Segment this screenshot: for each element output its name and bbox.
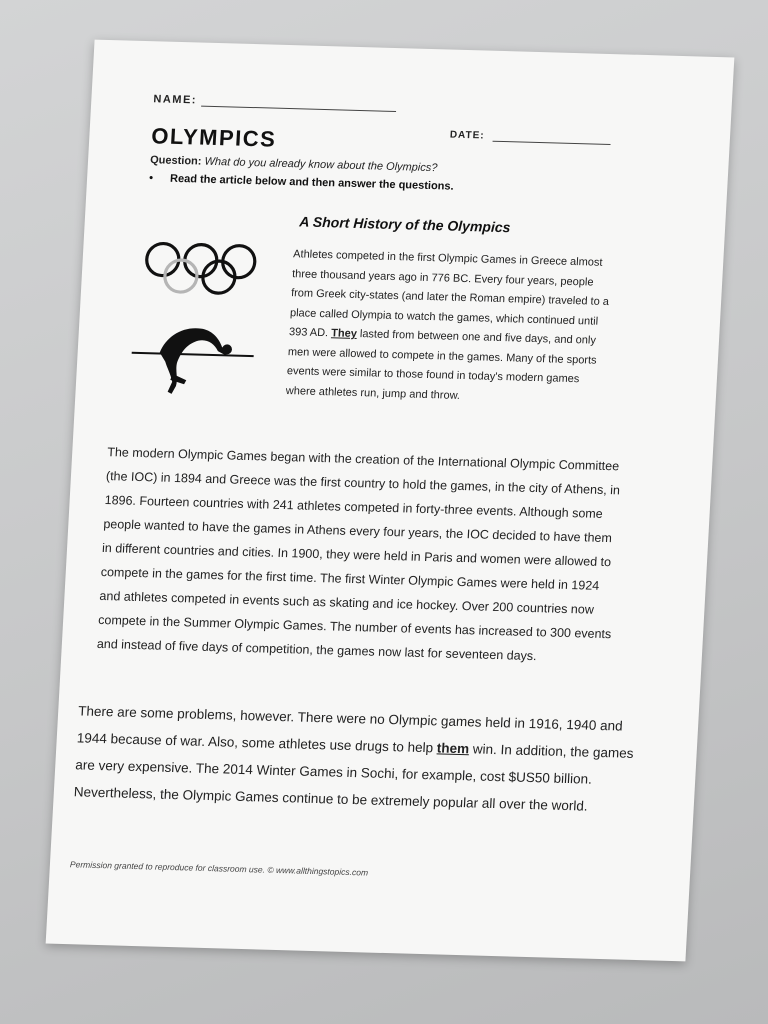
footer-credit: Permission granted to reproduce for classroom use. © www.allthingstopics.com — [69, 859, 369, 878]
paragraph-3-text: There are some problems, however. There were no Olympic games held in 1916, 1940 and 1944 because of war. Also, some athletes use drugs to help — [76, 703, 624, 756]
high-jumper-icon — [127, 323, 261, 407]
paragraph-3-text-end: win. In addition, the games are very expensive. The 2014 Winter Games in Sochi, for example, cost $US50 billion. Nevertheless, the Olympic Games continue to be extremely popular all over the world. — [73, 741, 634, 814]
article-heading: A Short History of the Olympics — [299, 213, 511, 236]
worksheet-title: OLYMPICS — [150, 123, 277, 152]
name-field — [153, 93, 397, 112]
date-line — [492, 141, 610, 145]
paragraph-1-text-end: lasted from between one and five days, and only men were allowed to compete in the games. Many of the sports events were similar to those found in today's modern games where athletes run, jump and throw. — [285, 328, 597, 402]
date-field — [450, 130, 611, 145]
paragraph-3 — [73, 697, 639, 821]
name-label: NAME: — [153, 93, 198, 107]
paragraph-3-emphasis: them — [436, 740, 470, 757]
olympic-rings-icon — [141, 239, 264, 302]
question-label: Question: — [149, 154, 202, 168]
date-label: DATE: — [449, 129, 485, 142]
paragraph-2: The modern Olympic Games began with the creation of the International Olympic Committee (the IOC) in 1894 and Greece was the first country to hold the games, in the city of Athens, in 1896. Fourteen countries with 241 athletes competed in forty-three events. Although some people wanted to have the games in Athens every four years, the IOC decided to have them in different countries and cities. In 1900, they were held in Paris and women were allowed to compete in the games for the first time. The first Winter Olympic Games were held in 1924 and athletes competed in events such as skating and ice hockey. Over 200 countries now compete in the Summer Olympic Games. The number of events has increased to 300 events and instead of five days of competition, the games now last for seventeen days. — [96, 445, 621, 664]
worksheet-page — [46, 40, 735, 962]
paragraph-1 — [285, 245, 611, 410]
question-line — [150, 154, 438, 174]
paragraph-1-emphasis: They — [330, 327, 358, 341]
instruction-line — [149, 172, 454, 192]
paragraph-1-text: Athletes competed in the first Olympic Games in Greece almost three thousand years ago in 776 BC. Every four years, people from Greek city-states (and later the Roman empire) traveled to a place called Olympia to watch the games, which continued until 393 AD. — [288, 248, 610, 340]
question-text: What do you already know about the Olympics? — [204, 155, 438, 175]
bullet-icon: • — [148, 172, 154, 185]
name-line — [201, 106, 396, 112]
instruction-text: Read the article below and then answer the questions. — [169, 172, 454, 193]
